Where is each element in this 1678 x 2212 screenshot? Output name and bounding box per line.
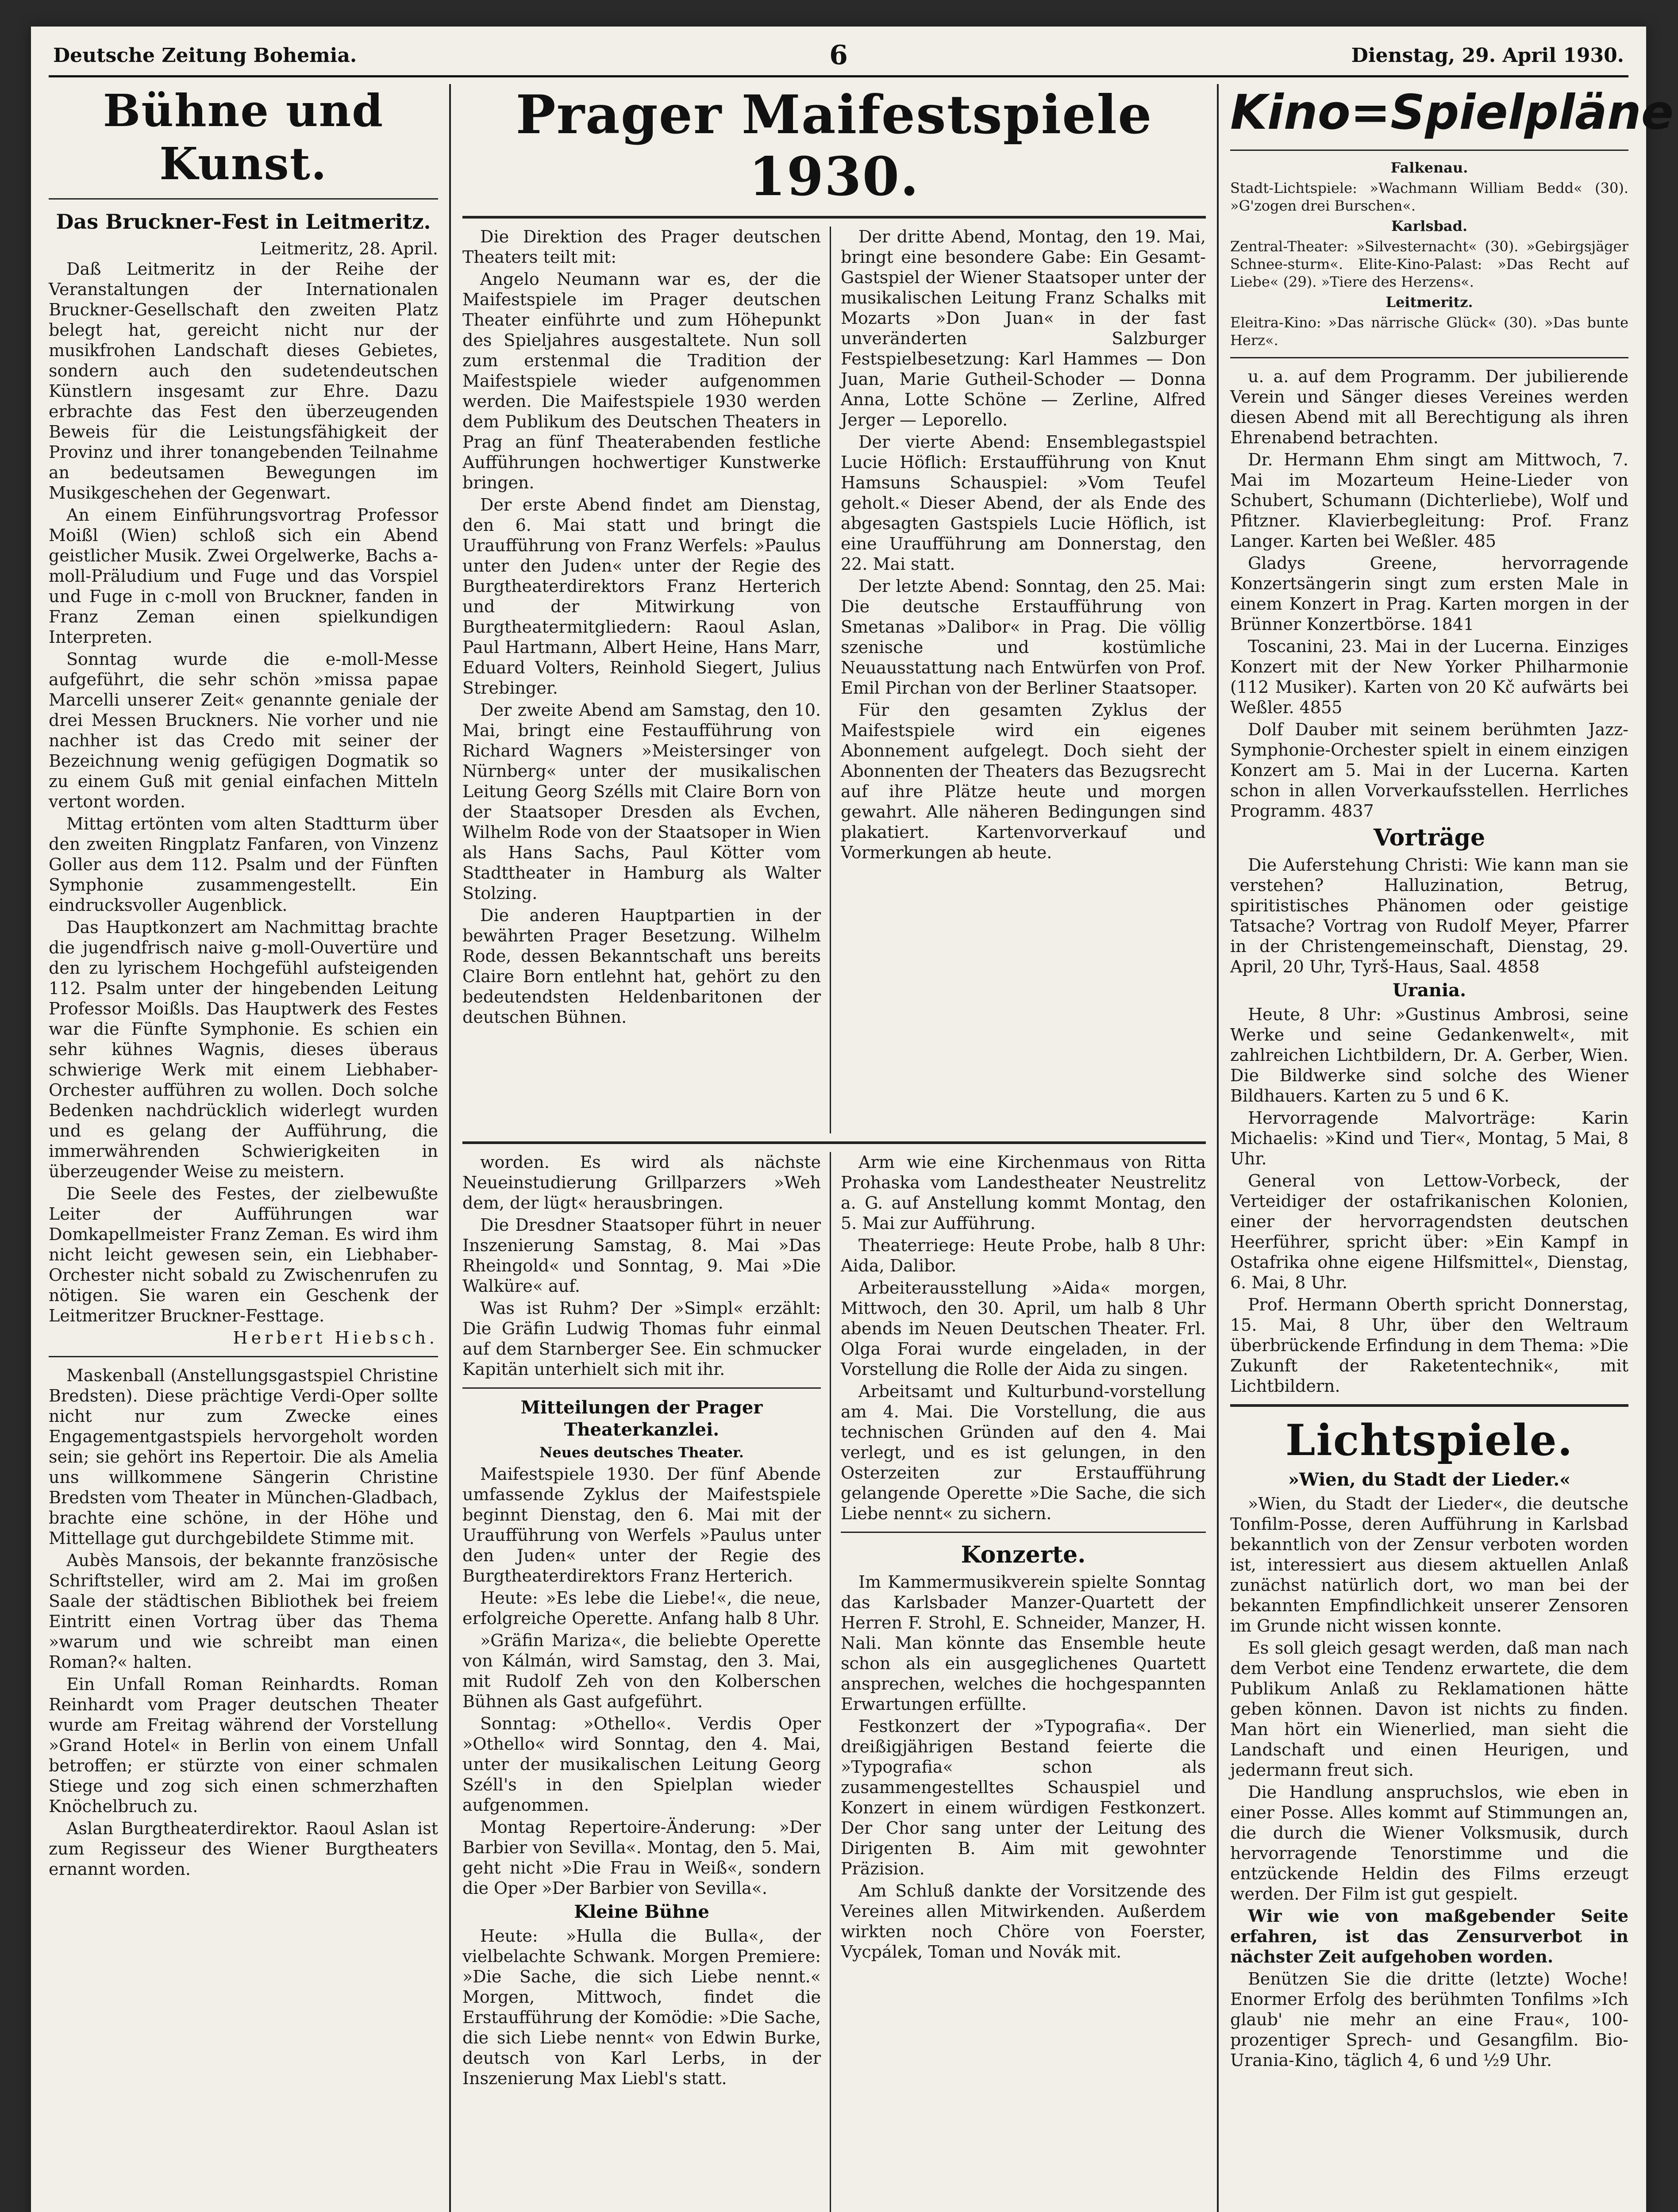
- paragraph: Der letzte Abend: Sonntag, den 25. Mai: Die deutsche Erstaufführung von Smetanas »Dalibor« in Prag. Die völlig szenische und kostümliche Neuausstattung nach Entwürfen von Prof. Emil Pirchan von der Berliner Staatsoper.: [841, 576, 1206, 698]
- paragraph: Gladys Greene, hervorragende Konzertsängerin singt zum ersten Male in einem Konzert in Prag. Karten morgen in der Brünner Konzertbörse. 1841: [1230, 553, 1628, 634]
- paragraph: Prof. Hermann Oberth spricht Donnerstag, 15. Mai, 8 Uhr, über den Weltraum überbrückende Erfindung in dem Thema: »Die Zukunft der Raketentechnik«, mit Lichtbildern.: [1230, 1295, 1628, 1396]
- paragraph: Sonntag wurde die e-moll-Messe aufgeführt, die sehr schön »missa papae Marcelli unserer Zeit« genannte geniale der drei Messen Bruckners. Nie vorher und nie nachher ist das Credo mit seiner der Bezeichnung wenig gefügigen Dogmatik so zu einem Guß mit genial einfachen Mitteln vertont worden.: [49, 649, 438, 811]
- paragraph: Sonntag: »Othello«. Verdis Oper »Othello« wird Sonntag, den 4. Mai, unter der musikalischen Leitung Georg Széll's in den Spielplan wieder aufgenommen.: [462, 1714, 821, 1815]
- notes-list: [49, 1365, 438, 1879]
- article-body: [49, 259, 438, 1348]
- paragraph: Dolf Dauber mit seinem berühmten Jazz-Symphonie-Orchester spielt in einem einzigen Konzert am 5. Mai in der Lucerna. Karten schon in allen Vorverkaufsstellen. Herrliches Programm. 4837: [1230, 720, 1628, 821]
- kino-place: Falkenau.: [1390, 159, 1468, 176]
- kino-listings: [1230, 159, 1628, 349]
- paragraph: »Wien, du Stadt der Lieder«, die deutsche Tonfilm-Posse, deren Aufführung in Karlsbad bekanntlich von der Zensur verboten worden ist, interessiert aus diesem aktuellen Anlaß zunächst natürlich dort, wo man bei der bekannten Empfindlichkeit unserer Zensoren im Grunde nicht wissen konnte.: [1230, 1494, 1628, 1636]
- lichtspiele-subtitle: »Wien, du Stadt der Lieder.«: [1288, 1469, 1571, 1490]
- paragraph: Heute, 8 Uhr: »Gustinus Ambrosi, seine Werke und seine Gedankenwelt«, mit zahlreichen Lichtbildern, Dr. A. Gerber, Wien. Die Bildwerke sind solche des Wiener Bildhauers. Karten zu 5 und 6 K.: [1230, 1005, 1628, 1106]
- paragraph: Wir wie von maßgebender Seite erfahren, ist das Zensurverbot in nächster Zeit aufgehoben worden.: [1230, 1906, 1628, 1966]
- column-buehne-und-kunst: [49, 84, 438, 2212]
- urania-heading: Urania.: [1393, 980, 1466, 1001]
- dateline: Leitmeritz, 28. April.: [260, 239, 438, 258]
- paragraph: u. a. auf dem Programm. Der jubilierende Verein und Sänger dieses Vereines werden diesen Abend mit all Berechtigung als ihren Ehrenabend betrachten.: [1230, 367, 1628, 447]
- lichtspiele-title: Lichtspiele.: [1285, 1415, 1574, 1465]
- paragraph: worden. Es wird als nächste Neueinstudierung Grillparzers »Weh dem, der lügt« herausbringen.: [462, 1152, 821, 1213]
- column-divider: [449, 84, 451, 2212]
- kino-entry: Eleitra-Kino: »Das närrische Glück« (30). »Das bunte Herz«.: [1230, 314, 1628, 349]
- header-page-number: 6: [829, 40, 848, 71]
- paragraph: Die Seele des Festes, der zielbewußte Leiter der Aufführungen war Domkapellmeister Franz Zeman. Es wird ihm nicht leicht gewesen sein, ein Liebhaber-Orchester nicht sobald zu Zwischenrufen zu nötigen. Sie waren ein Geschenk der Leitmeritzer Bruckner-Festtage.: [49, 1184, 438, 1325]
- newspaper-page: [31, 27, 1674, 2212]
- column-maifestspiele: [462, 84, 1206, 2212]
- paragraph: Maifestspiele 1930. Der fünf Abende umfassende Zyklus der Maifestspiele beginnt Dienstag, den 6. Mai mit der Uraufführung von Werfels »Paulus unter den Juden« unter der Regie des Burgtheaterdirektors Franz Herterich.: [462, 1464, 821, 1586]
- paragraph: Das Hauptkonzert am Nachmittag brachte die jugendfrisch naive g-moll-Ouvertüre und den zu lyrischem Hochgefühl aufsteigenden 112. Psalm unter der hingebenden Leitung Professor Moißls. Das Hauptwerk des Festes war die Fünfte Symphonie. Es schien ein sehr kühnes Wagnis, dieses überaus schwierige Werk mit einem Liebhaber-Orchester aufführen zu wollen. Doch solche Bedenken nachdrücklich widerlegt wurden und es gelang der Aufführung, die immerwährenden Schwierigkeiten in überzeugender Weise zu meistern.: [49, 918, 438, 1181]
- article-heading: Das Bruckner-Fest in Leitmeritz.: [56, 210, 431, 234]
- column-kino: [1230, 84, 1674, 2212]
- mitteilungen-heading: Mitteilungen der Prager Theaterkanzlei.: [520, 1397, 763, 1440]
- feature-left-column: [462, 227, 821, 1029]
- paragraph: Die Direktion des Prager deutschen Theaters teilt mit:: [462, 227, 821, 267]
- paragraph: Heute: »Es lebe die Liebe!«, die neue, erfolgreiche Operette. Anfang halb 8 Uhr.: [462, 1588, 821, 1628]
- paragraph: Der dritte Abend, Montag, den 19. Mai, bringt eine besondere Gabe: Ein Gesamt-Gastspiel der Wiener Staatsoper unter der musikalischen Leitung Franz Schalks mit Mozarts »Don Juan« in der fast unveränderten Salzburger Festspielbesetzung: Karl Hammes — Don Juan, Marie Gutheil-Schoder — Donna Anna, Lotte Schöne — Zerline, Alfred Jerger — Leporello.: [841, 227, 1206, 430]
- section-title: Bühne und Kunst.: [103, 84, 384, 190]
- paragraph: Im Kammermusikverein spielte Sonntag das Karlsbader Manzer-Quartett der Herren F. Strohl, E. Schneider, Manzer, H. Nali. Man könnte das Ensemble heute schon als ein ausgeglichenes Quartett ansprechen, welches die hochgespannten Erwartungen erfüllte.: [841, 1572, 1206, 1714]
- note-item: Ein Unfall Roman Reinhardts. Roman Reinhardt vom Prager deutschen Theater wurde am Freitag während der Vorstellung »Grand Hotel« in Berlin von einem Unfall betroffen; er stürzte von einer schmalen Stiege und zog sich einen schmerzhaften Knöchelbruch zu.: [49, 1674, 438, 1816]
- feature-title: Prager Maifestspiele 1930.: [516, 84, 1153, 208]
- paragraph: Heute: »Hulla die Bulla«, der vielbelachte Schwank. Morgen Premiere: »Die Sache, die sich Liebe nennt.« Morgen, Mittwoch, findet die Erstaufführung der Komödie: »Die Sache, die sich Liebe nennt« von Edwin Burke, deutsch von Karl Lerbs, in der Inszenierung Max Liebl's statt.: [462, 1926, 821, 2088]
- paragraph: Die anderen Hauptpartien in der bewährten Prager Besetzung. Wilhelm Rode, dessen Bekanntschaft uns bereits Claire Born entlehnt hat, gehört zu den bedeutendsten Heldenbaritonen der deutschen Bühnen.: [462, 906, 821, 1027]
- paragraph: An einem Einführungsvortrag Professor Moißl (Wien) schloß sich ein Abend geistlicher Musik. Zwei Orgelwerke, Bachs a-moll-Präludium und Fuge und das Vorspiel und Fuge in c-moll von Bruckner, fanden in Franz Zeman einen spielkundigen Interpreten.: [49, 505, 438, 647]
- column-divider: [1217, 84, 1219, 2212]
- kleine-buehne-heading: Kleine Bühne: [574, 1901, 709, 1922]
- paragraph: Arbeiterausstellung »Aida« morgen, Mittwoch, den 30. April, um halb 8 Uhr abends im Neuen Deutschen Theater. Frl. Olga Forai wurde eingeladen, in der Vorstellung die Rolle der Aida zu singen.: [841, 1278, 1206, 1379]
- paragraph: Dr. Hermann Ehm singt am Mittwoch, 7. Mai im Mozarteum Heine-Lieder von Schubert, Schumann (Dichterliebe), Wolf und Pfitzner. Klavierbegleitung: Prof. Franz Langer. Karten bei Weßler. 485: [1230, 450, 1628, 551]
- paragraph: Die Auferstehung Christi: Wie kann man sie verstehen? Halluzination, Betrug, spiritistisches Phänomen oder geistige Tatsache? Vortrag von Rudolf Meyer, Pfarrer in der Christengemeinschaft, Dienstag, 29. April, 20 Uhr, Tyrš-Haus, Saal. 4858: [1230, 855, 1628, 976]
- header-masthead: Deutsche Zeitung Bohemia.: [53, 44, 357, 67]
- paragraph: Daß Leitmeritz in der Reihe der Veranstaltungen der Internationalen Bruckner-Gesellschaft den zweiten Platz belegt hat, gereicht nicht nur der musikfrohen Landschaft dieses Gebietes, sondern auch den sudetendeutschen Künstlern insgesamt zur Ehre. Dazu erbrachte das Fest den überzeugenden Beweis für die Leistungsfähigkeit der Provinz und ihrer tonangebenden Teilnahme an bedeutsamen Bewegungen im Musikgeschehen der Gegenwart.: [49, 259, 438, 503]
- paragraph: General von Lettow-Vorbeck, der Verteidiger der ostafrikanischen Kolonien, einer der hervorragendsten deutschen Heerführer, spricht über: »Ein Kampf in Ostafrika ohne eigene Hilfsmittel«, Dienstag, 6. Mai, 8 Uhr.: [1230, 1171, 1628, 1292]
- kino-title: Kino=Spielpläne: [1230, 85, 1674, 140]
- running-header: [49, 40, 1628, 77]
- paragraph: Der vierte Abend: Ensemblegastspiel Lucie Höflich: Erstaufführung von Knut Hamsuns Schauspiel: »Vom Teufel geholt.« Dieser Abend, der als Ende des abgesagten Gastspiels Lucie Höflich, ist eine Uraufführung am Donnerstag, den 22. Mai statt.: [841, 432, 1206, 574]
- note-item: Aubès Mansois, der bekannte französische Schriftsteller, wird am 2. Mai im großen Saale der städtischen Bibliothek bei freiem Eintritt einen Vortrag über das Thema »warum und wie schreibt man einen Roman?« halten.: [49, 1551, 438, 1672]
- kino-place: Karlsbad.: [1391, 218, 1468, 234]
- paragraph: Für den gesamten Zyklus der Maifestspiele wird ein eigenes Abonnement aufgelegt. Doch sieht der Abonnenten der Theaters das Bezugsrecht auf ihre Plätze heute und morgen gewahrt. Alle näheren Bedingungen sind plakatiert. Kartenvorverkauf und Vormerkungen ab heute.: [841, 700, 1206, 862]
- paragraph: Festkonzert der »Typografia«. Der dreißigjährigen Bestand feierte die »Typografia« schon als zusammengestelltes Schauspiel und Konzert in einem würdigen Festkonzert. Der Chor sang unter der Leitung des Dirigenten B. Aim mit gewohnter Präzision.: [841, 1717, 1206, 1878]
- paragraph: Mittag ertönten vom alten Stadtturm über den zweiten Ringplatz Fanfaren, von Vinzenz Goller aus dem 112. Psalm und der Fünften Symphonie zusammengestellt. Ein eindrucksvoller Augenblick.: [49, 814, 438, 915]
- paragraph: Arm wie eine Kirchenmaus von Ritta Prohaska vom Landestheater Neustrelitz a. G. auf Anstellung kommt Montag, den 5. Mai zur Aufführung.: [841, 1152, 1206, 1233]
- paragraph: Was ist Ruhm? Der »Simpl« erzählt: Die Gräfin Ludwig Thomas fuhr einmal auf dem Starnberger See. Ein schmucker Kapitän unterhielt sich mit ihr.: [462, 1298, 821, 1379]
- note-item: Aslan Burgtheaterdirektor. Raoul Aslan ist zum Regisseur des Wiener Burgtheaters ernannt worden.: [49, 1819, 438, 1879]
- paragraph: »Gräfin Mariza«, die beliebte Operette von Kálmán, wird Samstag, den 3. Mai, mit Rudolf Zeh von den Kolberschen Bühnen als Gast aufgeführt.: [462, 1631, 821, 1711]
- note-item: Maskenball (Anstellungsgastspiel Christine Bredsten). Diese prächtige Verdi-Oper sollte nicht nur zum Zwecke eines Engagementgastspiels hervorgeholt worden sein; sie gehört ins Repertoir. Die als Amelia uns willkommene Sängerin Christine Bredsten vom Theater in München-Gladbach, brachte eine schöne, in der Höhe und Mittellage gut durchgebildete Stimme mit.: [49, 1366, 438, 1548]
- paragraph: Der zweite Abend am Samstag, den 10. Mai, bringt eine Festaufführung von Richard Wagners »Meistersinger von Nürnberg« unter der musikalischen Leitung Georg Szélls mit Claire Born von der Staatsoper Dresden als Evchen, Wilhelm Rode von der Staatsoper in Wien als Hans Sachs, Paul Kötter vom Stadttheater in Hamburg als Walter Stolzing.: [462, 700, 821, 903]
- kino-entry: Zentral-Theater: »Silvesternacht« (30). »Gebirgsjäger Schnee-sturm«. Elite-Kino-Palast: »Das Recht auf Liebe« (29). »Tiere des Herzens«.: [1230, 238, 1628, 290]
- paragraph: Angelo Neumann war es, der die Maifestspiele im Prager deutschen Theater einführte und zum Höhepunkt des Spieljahres ausgestaltete. Nun soll zum erstenmal die Tradition der Maifestspiele wieder aufgenommen werden. Die Maifestspiele 1930 werden dem Publikum des Deutschen Theaters in Prag an fünf Theaterabenden festliche Aufführungen hochwertiger Kunstwerke bringen.: [462, 269, 821, 492]
- paragraph: Hervorragende Malvorträge: Karin Michaelis: »Kind und Tier«, Montag, 5 Mai, 8 Uhr.: [1230, 1108, 1628, 1168]
- kino-place: Leitmeritz.: [1386, 294, 1473, 311]
- paragraph: Montag Repertoire-Änderung: »Der Barbier von Sevilla«. Montag, den 5. Mai, geht nicht »Die Frau in Weiß«, sondern die Oper »Der Barbier von Sevilla«.: [462, 1817, 821, 1898]
- vortraege-heading: Vorträge: [1373, 824, 1486, 851]
- konzerte-heading: Konzerte.: [961, 1541, 1086, 1568]
- mitteilungen-subheading: Neues deutsches Theater.: [539, 1444, 744, 1461]
- kino-entry: Stadt-Lichtspiele: »Wachmann William Bedd« (30). »G'zogen drei Burschen«.: [1230, 180, 1628, 214]
- paragraph: Toscanini, 23. Mai in der Lucerna. Einziges Konzert mit der New Yorker Philharmonie (112 Musiker). Karten von 20 Kč aufwärts bei Weßler. 4855: [1230, 637, 1628, 717]
- paragraph: Der erste Abend findet am Dienstag, den 6. Mai statt und bringt die Uraufführung von Franz Werfels: »Paulus unter den Juden« unter der Regie des Burgtheaterdirektors Franz Herterich und der Mitwirkung von Burgtheatermitgliedern: Raoul Aslan, Paul Hartmann, Albert Heine, Hans Marr, Eduard Volters, Reinhold Siegert, Julius Strebinger.: [462, 495, 821, 698]
- paragraph: Arbeitsamt und Kulturbund-vorstellung am 4. Mai. Die Vorstellung, die aus technischen Gründen auf den 4. Mai verlegt, und es ist gelungen, in den Osterzeiten zur Erstaufführung gelangende Operette »Die Sache, die sich Liebe nennt« zu sichern.: [841, 1382, 1206, 1523]
- header-date: Dienstag, 29. April 1930.: [1351, 44, 1624, 67]
- paragraph: Theaterriege: Heute Probe, halb 8 Uhr: Aida, Dalibor.: [841, 1236, 1206, 1275]
- paragraph: Am Schluß dankte der Vorsitzende des Vereines allen Mitwirkenden. Außerdem wirkten noch Chöre von Foerster, Vycpálek, Toman und Novák mit.: [841, 1881, 1206, 1962]
- paragraph: Die Dresdner Staatsoper führt in neuer Inszenierung Samstag, 8. Mai »Das Rheingold« und Sonntag, 9. Mai »Die Walküre« auf.: [462, 1215, 821, 1296]
- paragraph: Die Handlung anspruchslos, wie eben in einer Posse. Alles kommt auf Stimmungen an, die durch die Wiener Volksmusik, durch hervorragende Tenorstimme und die entzückende Heldin des Films erzeugt werden. Der Film ist gut gespielt.: [1230, 1782, 1628, 1904]
- paragraph: Benützen Sie die dritte (letzte) Woche! Enormer Erfolg des berühmten Tonfilms »Ich glaub' nie mehr an eine Frau«, 100-prozentiger Sprech- und Gesangfilm. Bio-Urania-Kino, täglich 4, 6 und ½9 Uhr.: [1230, 1969, 1628, 2070]
- paragraph: Es soll gleich gesagt werden, daß man nach dem Verbot eine Tendenz erwartete, die dem Publikum Anlaß zu Reklamationen hätte geben können. Davon ist nichts zu finden. Man hört ein Wienerlied, man sieht die Landschaft und einen Heurigen, und jedermann freut sich.: [1230, 1638, 1628, 1780]
- program-list: [1230, 366, 1628, 821]
- lower-right-column: [841, 1152, 1206, 1964]
- signature: Herbert Hiebsch.: [233, 1328, 438, 1348]
- feature-right-column: [841, 227, 1206, 864]
- lower-left-column: [462, 1152, 821, 2090]
